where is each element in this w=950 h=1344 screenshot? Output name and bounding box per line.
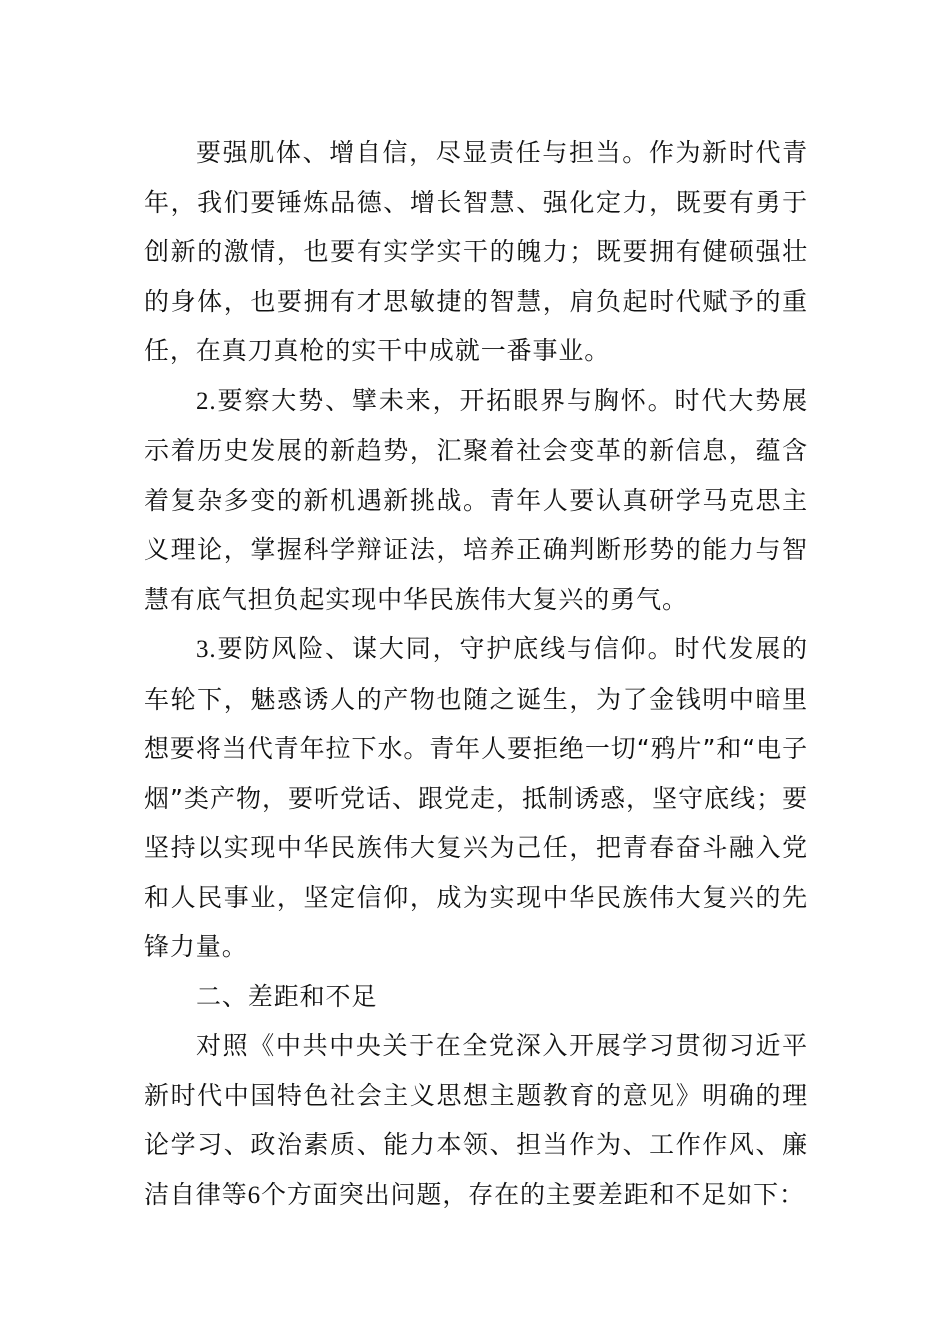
- paragraph-text-after: 个方面突出问题，存在的主要差距和不足如下：: [261, 1179, 805, 1209]
- heading-text: 二、差距和不足: [196, 981, 378, 1011]
- paragraph-item-3: [144, 624, 808, 972]
- paragraph-item-2: [144, 376, 808, 625]
- paragraph-text: 要强肌体、增自信，尽显责任与担当。作为新时代青年，我们要锤炼品德、增长智慧、强化定力，既要有勇于创新的激情，也要有实学实干的魄力；既要拥有健硕强壮的身体，也要拥有才思敏捷的智慧，肩负起时代赋予的重任，在真刀真枪的实干中成就一番事业。: [144, 138, 808, 365]
- list-number: 3.: [196, 636, 217, 663]
- paragraph-text: 要察大势、擘未来，开拓眼界与胸怀。时代大势展示着历史发展的新趋势，汇聚着社会变革的新信息，蕴含着复杂多变的新机遇新挑战。青年人要认真研学马克思主义理论，掌握科学辩证法，培养正确判断形势的能力与智慧有底气担负起实现中华民族伟大复兴的勇气。: [144, 385, 808, 614]
- paragraph-strengthen-body: [144, 128, 808, 376]
- count-number: 6: [247, 1181, 262, 1209]
- paragraph-comparison: [144, 1021, 808, 1220]
- list-number: 2.: [196, 387, 217, 415]
- paragraph-text: 要防风险、谋大同，守护底线与信仰。时代发展的车轮下，魅惑诱人的产物也随之诞生，为了金钱明中暗里想要将当代青年拉下水。青年人要拒绝一切“鸦片”和“电子烟”类产物，要听党话、跟党走，抵制诱惑，坚守底线；要坚持以实现中华民族伟大复兴为己任，把青春奋斗融入党和人民事业，坚定信仰，成为实现中华民族伟大复兴的先锋力量。: [144, 634, 808, 961]
- section-heading-gaps: [144, 972, 808, 1022]
- paragraph-text-before: 对照《中共中央关于在全党深入开展学习贯彻习近平新时代中国特色社会主义思想主题教育的意见》明确的理论学习、政治素质、能力本领、担当作为、工作作风、廉洁自律等: [144, 1031, 808, 1209]
- document-body: [144, 128, 808, 1220]
